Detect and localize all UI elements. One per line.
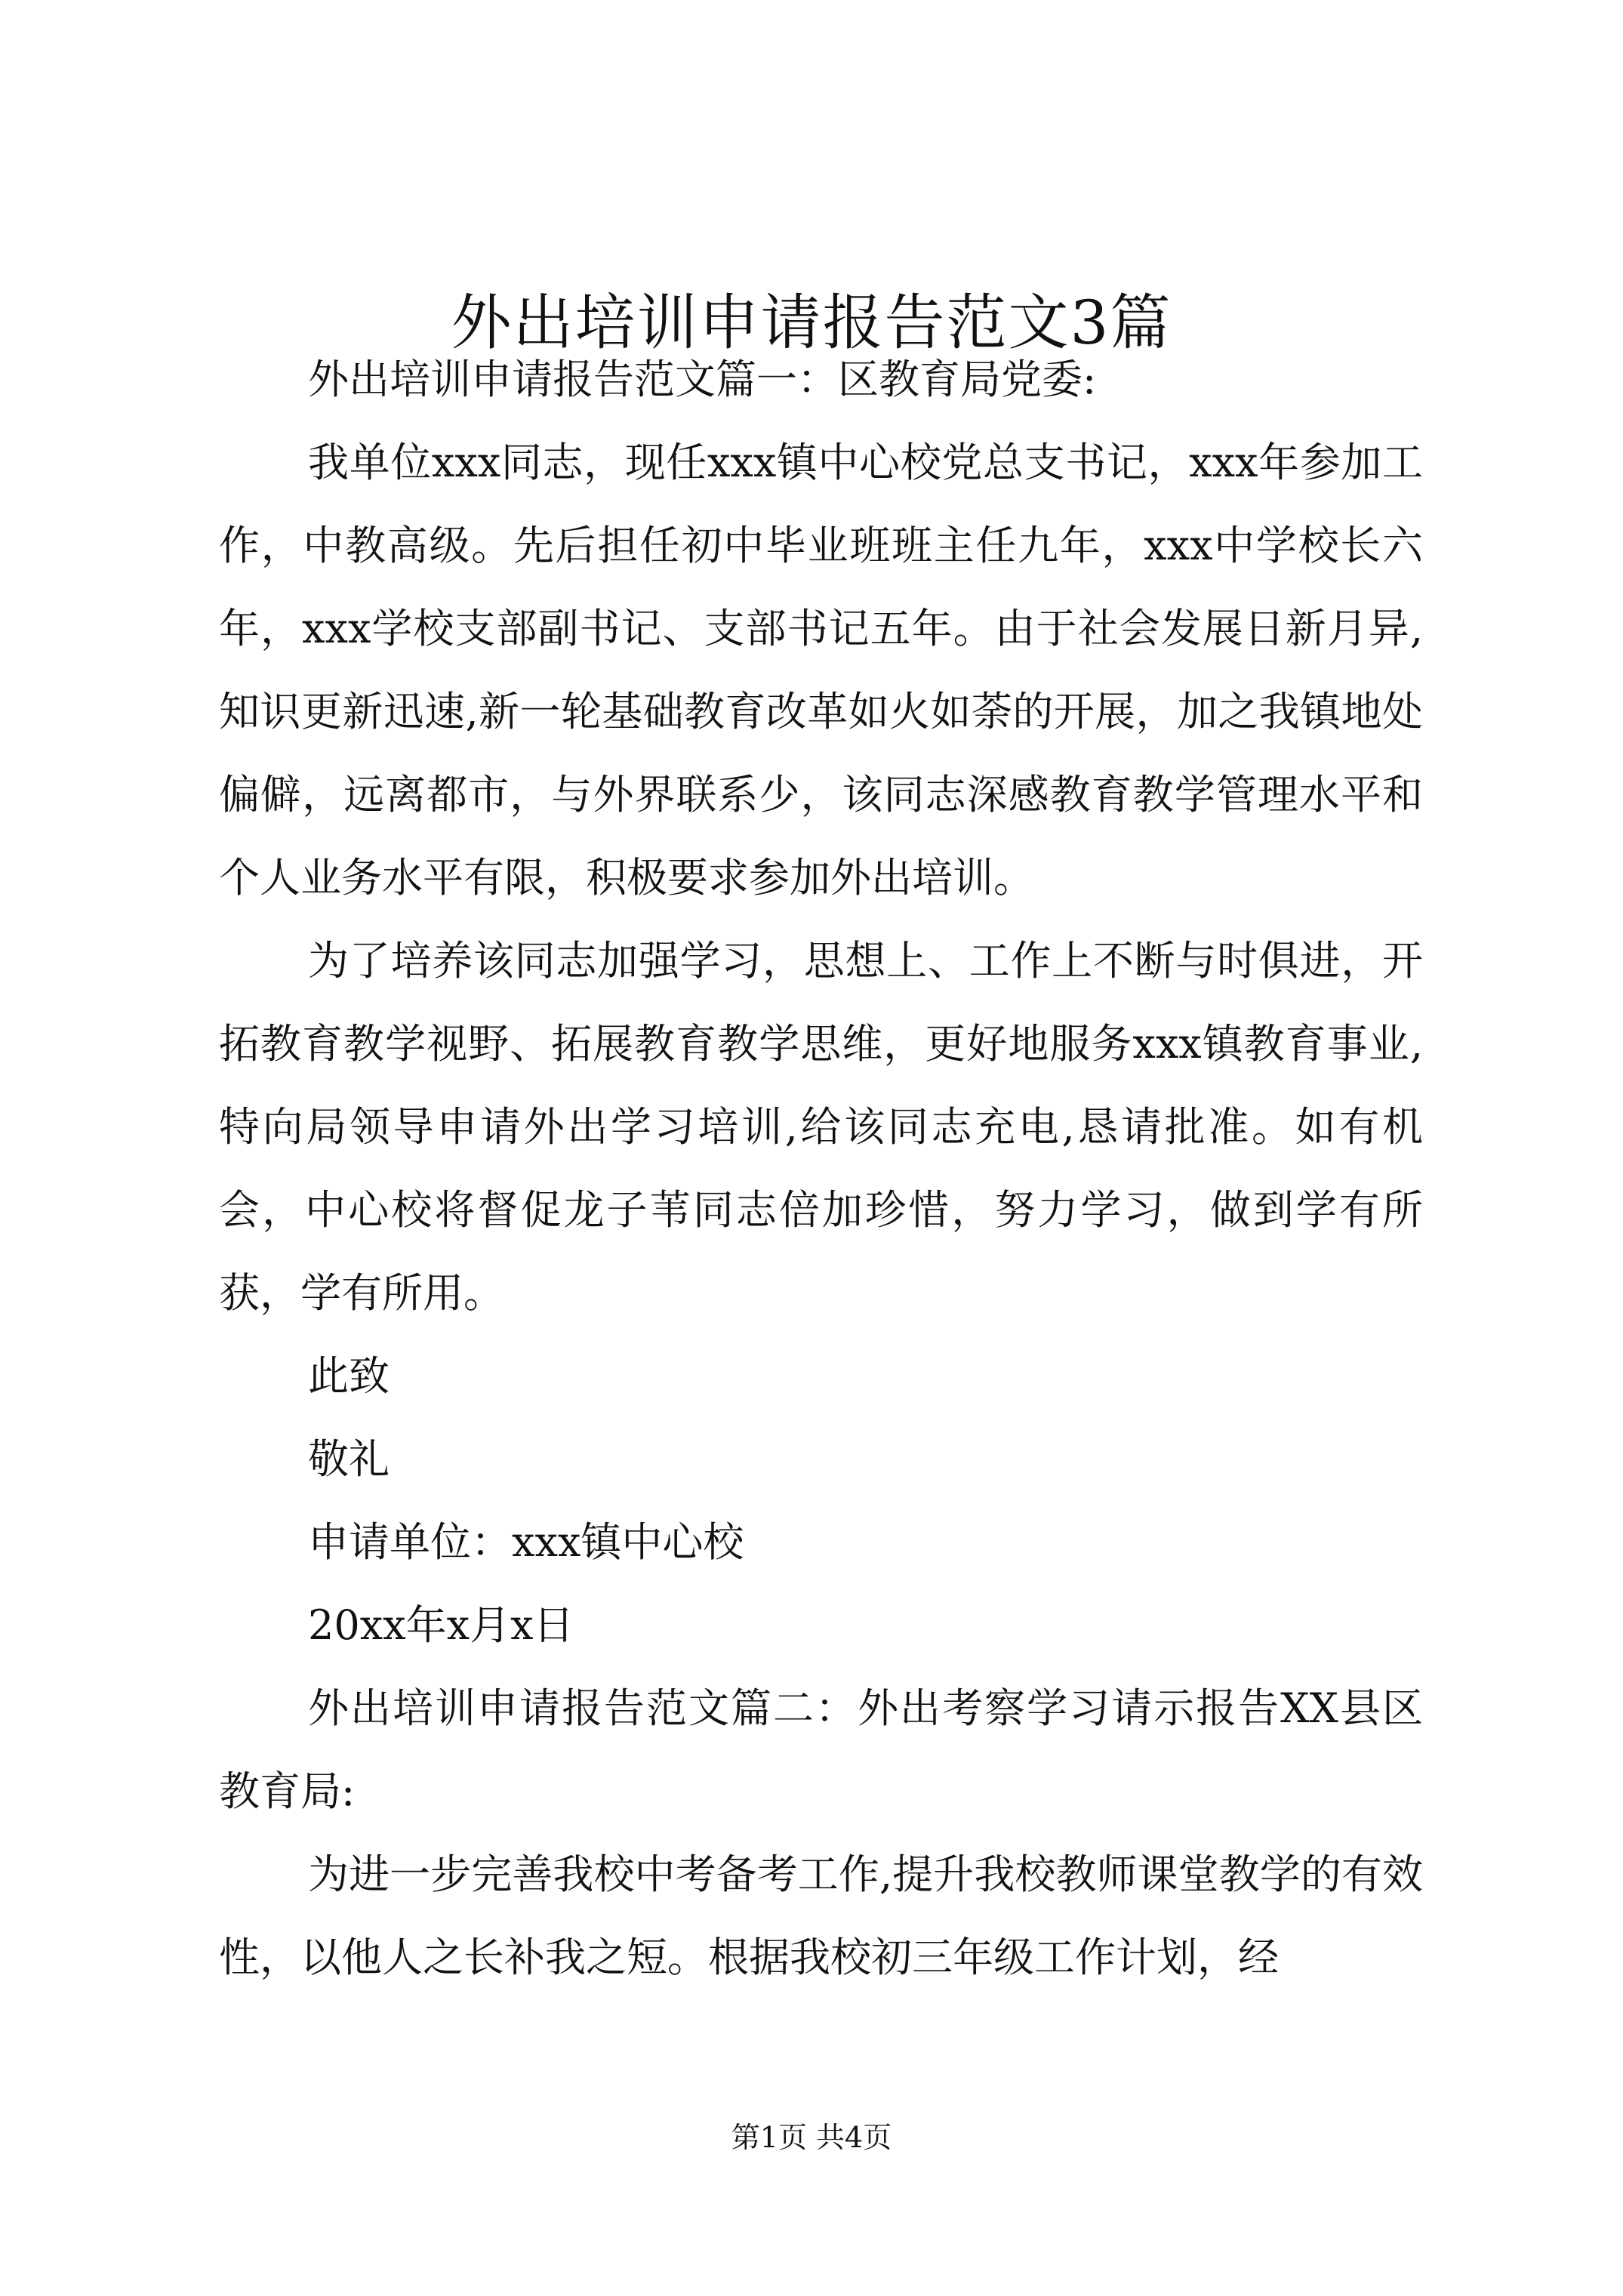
paragraph-regards: 敬礼 <box>308 1435 390 1483</box>
paragraph-date: 20xx年x月x日 <box>308 1601 574 1649</box>
document-body <box>219 338 1423 1999</box>
page-number-footer: 第1页 共4页 <box>731 2121 892 2154</box>
paragraph-salutation: 外出培训申请报告范文篇一：区教育局党委: <box>308 356 1097 403</box>
paragraph-second-body: 为进一步完善我校中考备考工作,提升我校教师课堂教学的有效性，以他人之长补我之短。根据我校初三年级工作计划，经 <box>219 1851 1423 1981</box>
paragraph-request: 为了培养该同志加强学习，思想上、工作上不断与时俱进，开拓教育教学视野、拓展教育教学思维，更好地服务xxx镇教育事业,特向局领导申请外出学习培训,给该同志充电,恳请批准。如有机会，中心校将督促龙子苇同志倍加珍惜，努力学习，做到学有所获，学有所用。 <box>219 937 1423 1317</box>
paragraph-applicant: 申请单位：xxx镇中心校 <box>308 1518 744 1566</box>
document-title: 外出培训申请报告范文3篇 <box>451 288 1172 358</box>
paragraph-closing: 此致 <box>308 1352 390 1400</box>
paragraph-introduction: 我单位xxx同志，现任xxx镇中心校党总支书记，xxx年参加工作，中教高级。先后担任初中毕业班班主任九年，xxx中学校长六年，xxx学校支部副书记、支部书记五年。由于社会发展日新月异,知识更新迅速,新一轮基础教育改革如火如荼的开展，加之我镇地处偏僻，远离都市，与外界联系少，该同志深感教育教学管理水平和个人业务水平有限，积极要求参加外出培训。 <box>219 439 1423 901</box>
paragraph-second-heading: 外出培训申请报告范文篇二：外出考察学习请示报告XX县区教育局: <box>219 1684 1423 1815</box>
